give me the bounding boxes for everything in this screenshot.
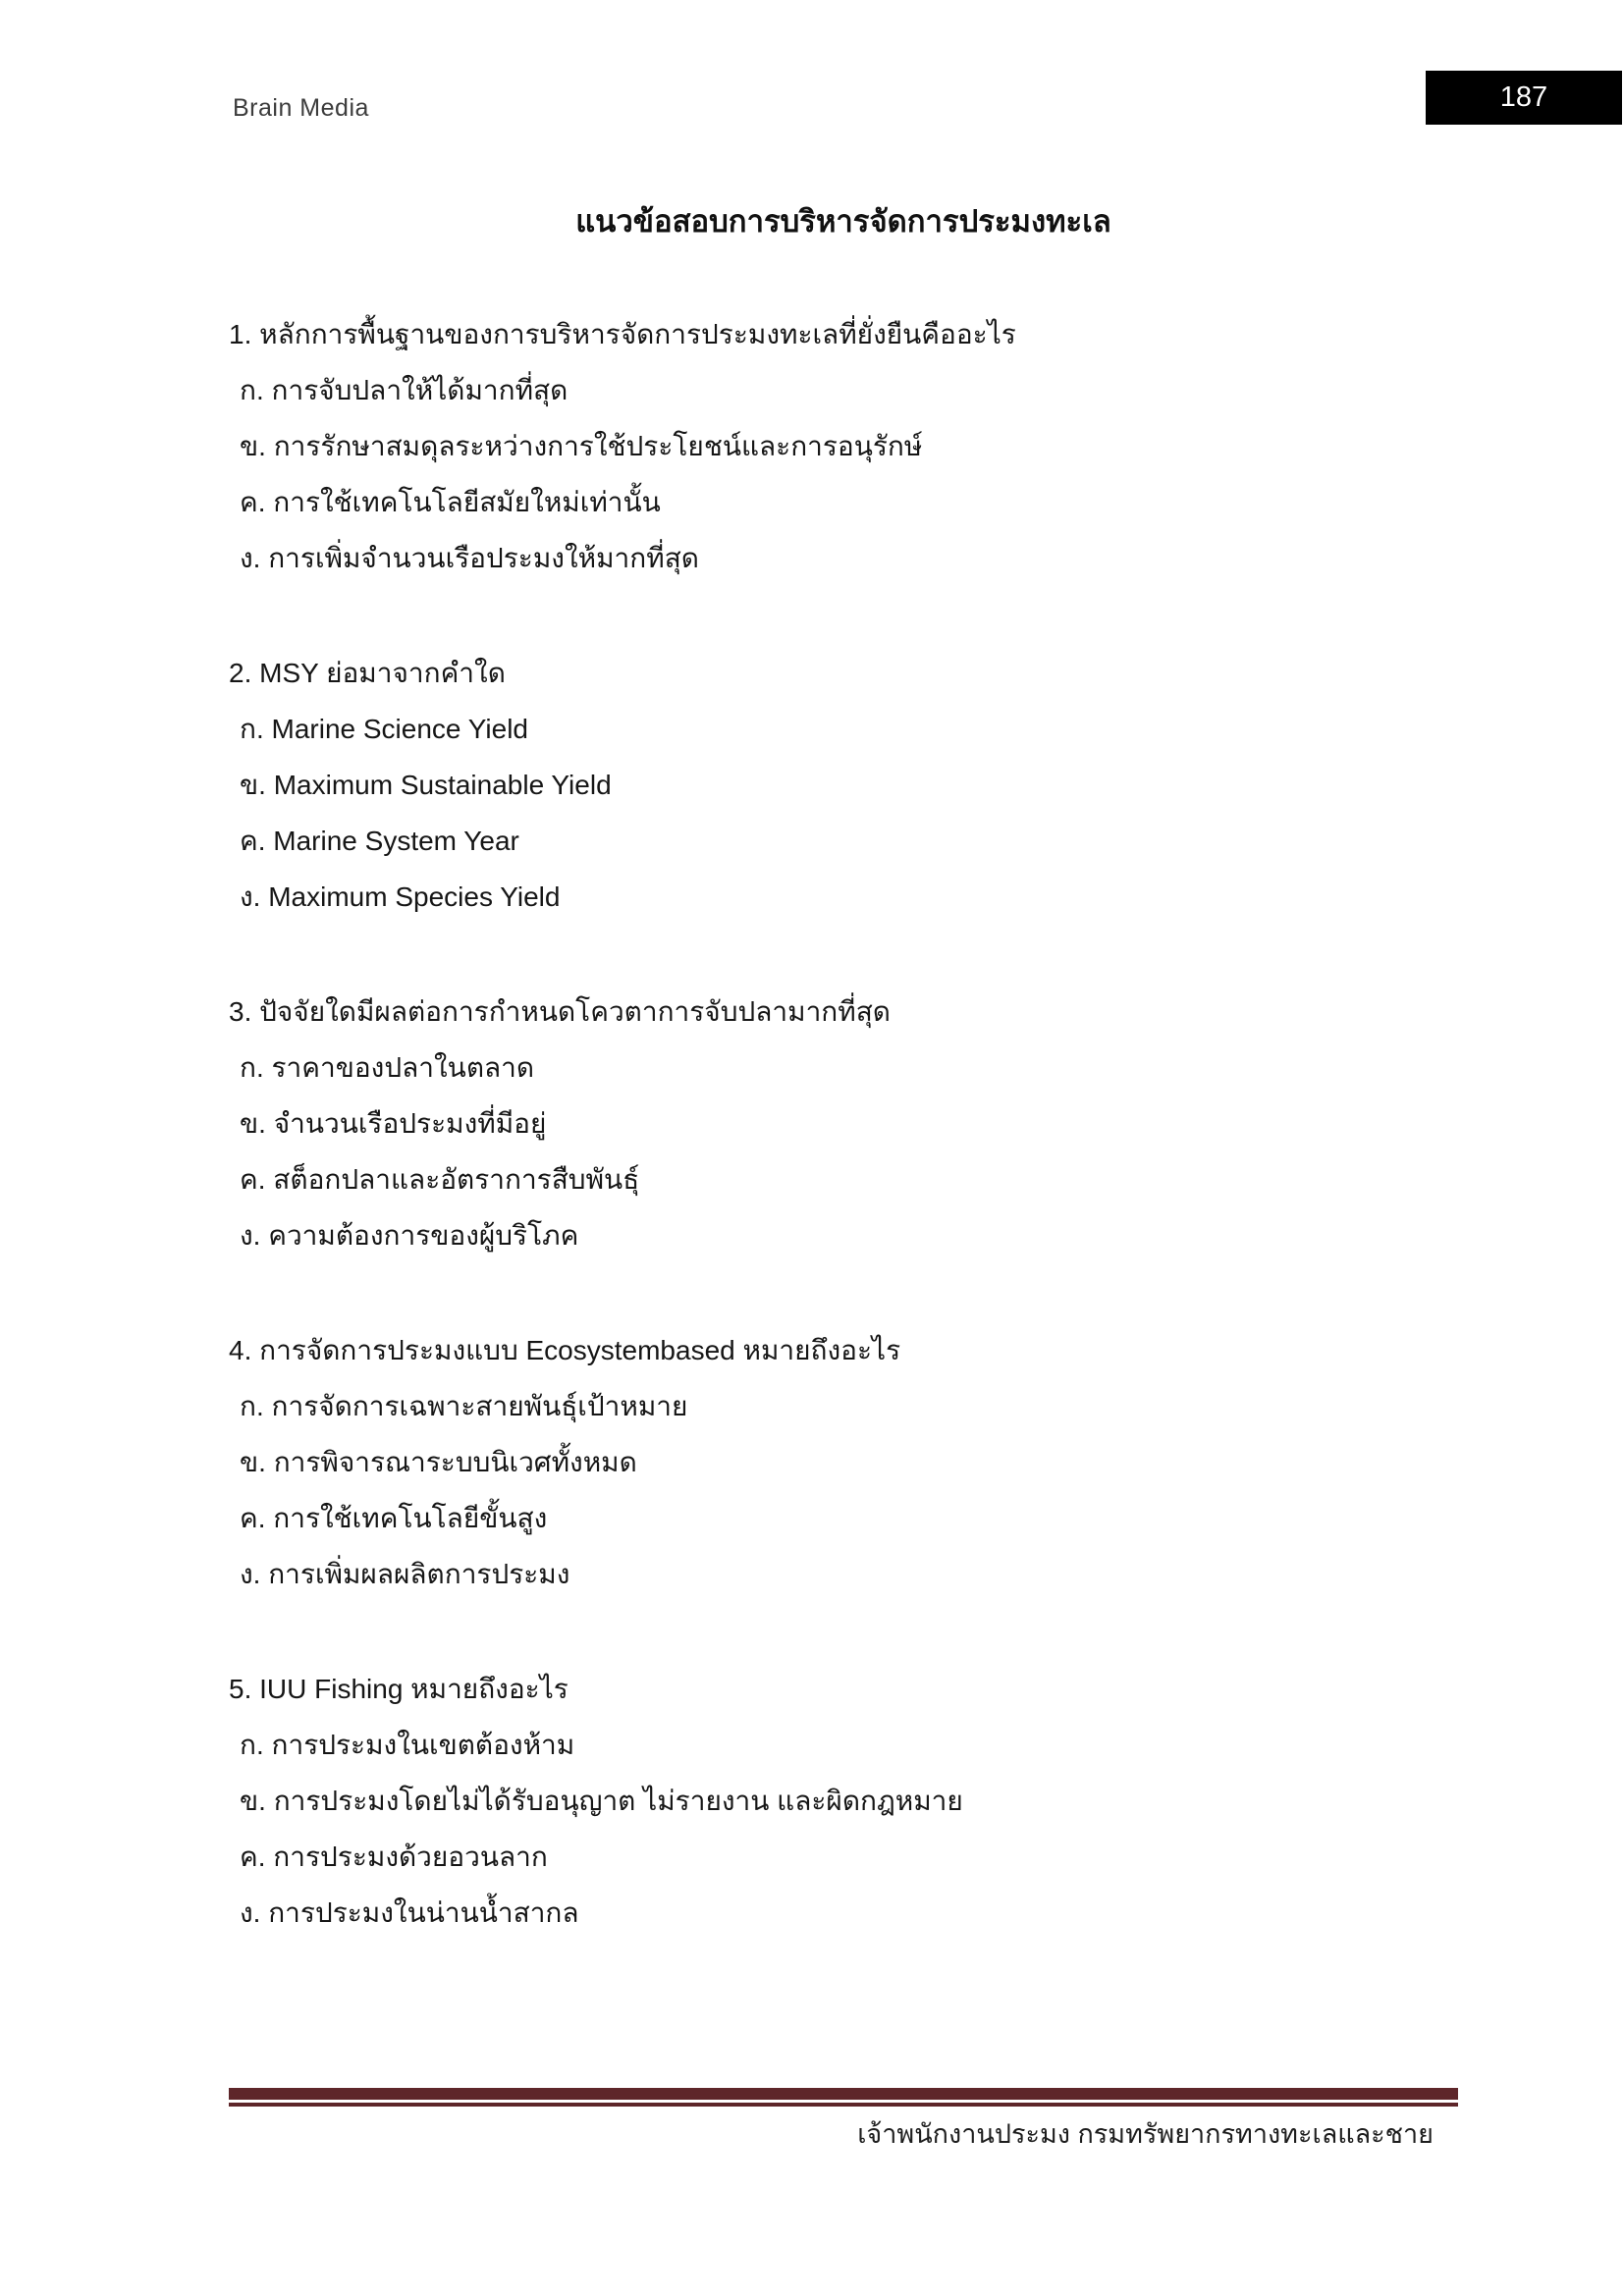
option-d: ง. การเพิ่มผลผลิตการประมง	[240, 1559, 570, 1589]
page-number: 187	[1499, 81, 1548, 113]
option-c: ค. Marine System Year	[240, 826, 519, 856]
question-block-2	[229, 645, 1458, 925]
option-c: ค. การใช้เทคโนโลยีขั้นสูง	[240, 1503, 548, 1533]
question-block-1	[229, 306, 1458, 586]
footer-credit: เจ้าพนักงานประมง กรมทรัพยากรทางทะเลและชาย	[857, 2119, 1434, 2149]
option-b: ข. จำนวนเรือประมงที่มีอยู่	[240, 1108, 547, 1139]
option-b: ข. การรักษาสมดุลระหว่างการใช้ประโยชน์และการอนุรักษ์	[240, 431, 923, 461]
option-c: ค. การใช้เทคโนโลยีสมัยใหม่เท่านั้น	[240, 487, 661, 517]
option-a: ก. ราคาของปลาในตลาด	[240, 1052, 535, 1083]
footer-divider-thin-line	[229, 2103, 1458, 2107]
question-text: 3. ปัจจัยใดมีผลต่อการกำหนดโควตาการจับปลามากที่สุด	[229, 996, 891, 1027]
option-d: ง. ความต้องการของผู้บริโภค	[240, 1220, 579, 1251]
option-a: ก. การจัดการเฉพาะสายพันธุ์เป้าหมาย	[240, 1391, 688, 1421]
option-d: ง. Maximum Species Yield	[240, 881, 561, 912]
option-d: ง. การเพิ่มจำนวนเรือประมงให้มากที่สุด	[240, 543, 699, 573]
question-block-4	[229, 1322, 1458, 1602]
exam-content	[229, 0, 1458, 2000]
question-text: 5. IUU Fishing หมายถึงอะไร	[229, 1674, 568, 1704]
footer-divider-thick-line	[229, 2088, 1458, 2100]
question-block-3	[229, 984, 1458, 1263]
option-b: ข. การพิจารณาระบบนิเวศทั้งหมด	[240, 1447, 637, 1477]
question-text: 4. การจัดการประมงแบบ Ecosystembased หมายถึงอะไร	[229, 1335, 901, 1365]
footer-divider	[229, 2088, 1458, 2107]
question-block-5	[229, 1661, 1458, 1941]
option-b: ข. Maximum Sustainable Yield	[240, 770, 612, 800]
option-a: ก. การประมงในเขตต้องห้าม	[240, 1730, 575, 1760]
brand-label: Brain Media	[233, 94, 369, 122]
option-c: ค. การประมงด้วยอวนลาก	[240, 1842, 548, 1872]
option-a: ก. Marine Science Yield	[240, 714, 528, 744]
page-title: แนวข้อสอบการบริหารจัดการประมงทะเล	[575, 204, 1111, 239]
option-b: ข. การประมงโดยไม่ได้รับอนุญาต ไม่รายงาน และผิดกฎหมาย	[240, 1786, 963, 1816]
option-d: ง. การประมงในน่านน้ำสากล	[240, 1897, 579, 1928]
option-c: ค. สต็อกปลาและอัตราการสืบพันธุ์	[240, 1164, 640, 1195]
question-text: 1. หลักการพื้นฐานของการบริหารจัดการประมงทะเลที่ยั่งยืนคืออะไร	[229, 319, 1016, 349]
question-text: 2. MSY ย่อมาจากคำใด	[229, 658, 506, 688]
option-a: ก. การจับปลาให้ได้มากที่สุด	[240, 375, 568, 405]
